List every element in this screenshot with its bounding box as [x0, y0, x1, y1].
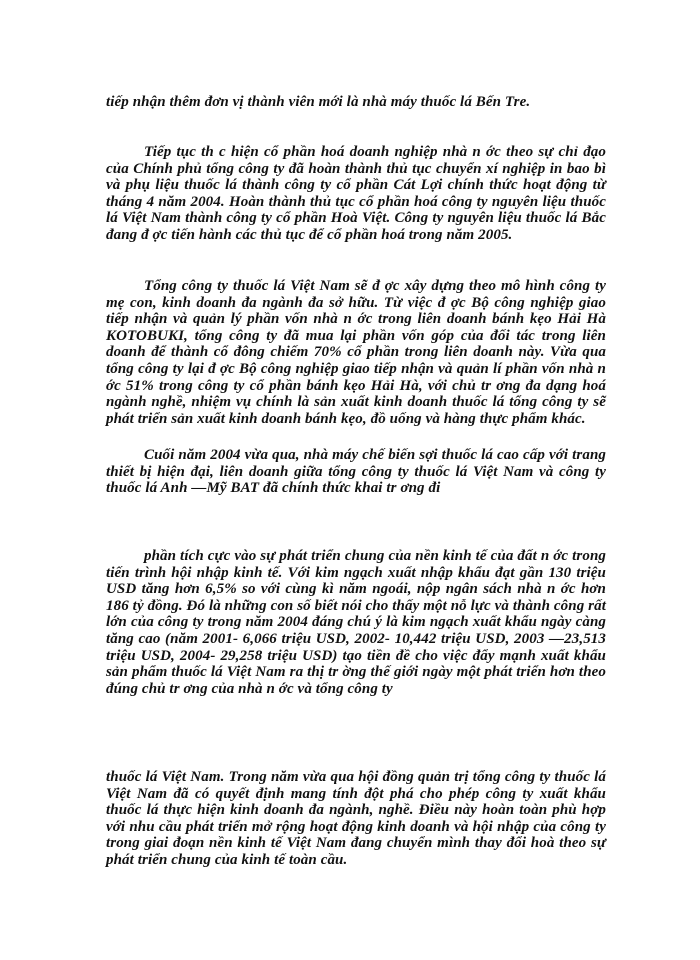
paragraph-2: Tiếp tục th c hiện cổ phần hoá doanh nghiệp nhà n ớc theo sự chỉ đạo của Chính phủ tổng công ty đã hoàn thành thủ tục chuyển xí nghiệp in bao bì và phụ liệu thuốc lá thành công ty cổ phần Cát Lợi chính thức hoạt động từ tháng 4 năm 2004. Hoàn thành thủ tục cổ phần hoá công ty nguyên liệu thuốc lá Việt Nam thành công ty cổ phần Hoà Việt. Công ty nguyên liệu thuốc lá Bắc đang đ ợc tiến hành các thủ tục để cổ phần hoá trong năm 2005.: [106, 144, 606, 243]
paragraph-6: thuốc lá Việt Nam. Trong năm vừa qua hội đồng quản trị tổng công ty thuốc lá Việt Nam đã có quyết định mang tính đột phá cho phép công ty xuất khẩu thuốc lá thực hiện kinh doanh đa ngành, nghề. Điều này hoàn toàn phù hợp với nhu cầu phát triển mở rộng hoạt động kinh doanh và hội nhập của công ty trong giai đoạn nền kinh tế Việt Nam đang chuyển mình thay đổi hoà theo sự phát triển chung của kinh tế toàn cầu.: [106, 769, 606, 868]
paragraph-1: tiếp nhận thêm đơn vị thành viên mới là nhà máy thuốc lá Bến Tre.: [106, 94, 531, 110]
paragraph-3: Tổng công ty thuốc lá Việt Nam sẽ đ ợc xây dựng theo mô hình công ty mẹ con, kinh doanh đa ngành đa sở hữu. Từ việc đ ợc Bộ công nghiệp giao tiếp nhận và quản lý phần vốn nhà n ớc trong liên doanh bánh kẹo Hải Hà KOTOBUKI, tổng công ty đã mua lại phần vốn góp của đối tác trong liên doanh để thành cổ đông chiếm 70% cổ phần trong liên doanh này. Vừa qua tổng công ty lại đ ợc Bộ công nghiệp giao tiếp nhận và quản lí phần vốn nhà n ớc 51% trong công ty cổ phần bánh kẹo Hải Hà, với chủ tr ơng đa dạng hoá ngành nghề, nhiệm vụ chính là sản xuất kinh doanh thuốc lá tổng công ty sẽ phát triển sản xuất kinh doanh bánh kẹo, đồ uống và hàng thực phẩm khác.: [106, 278, 606, 427]
paragraph-4: Cuối năm 2004 vừa qua, nhà máy chế biến sợi thuốc lá cao cấp với trang thiết bị hiện đại, liên doanh giữa tổng công ty thuốc lá Việt Nam và công ty thuốc lá Anh —Mỹ BAT đã chính thức khai tr ơng đi: [106, 447, 606, 497]
paragraph-5: phần tích cực vào sự phát triển chung của nền kinh tế của đất n ớc trong tiến trình hội nhập kinh tế. Với kim ngạch xuất nhập khẩu đạt gần 130 triệu USD tăng hơn 6,5% so với cùng kì năm ngoái, nộp ngân sách nhà n ớc hơn 186 tỷ đồng. Đó là những con số biết nói cho thấy một nỗ lực và thành công rất lớn của công ty trong năm 2004 đáng chú ý là kim ngạch xuất khẩu ngày càng tăng cao (năm 2001- 6,066 triệu USD, 2002- 10,442 triệu USD, 2003 —23,513 triệu USD, 2004- 29,258 triệu USD) tạo tiền đề cho việc đẩy mạnh xuất khẩu sản phẩm thuốc lá Việt Nam ra thị tr ờng thế giới ngày một phát triển hơn theo đúng chủ tr ơng của nhà n ớc và tổng công ty: [106, 548, 606, 697]
